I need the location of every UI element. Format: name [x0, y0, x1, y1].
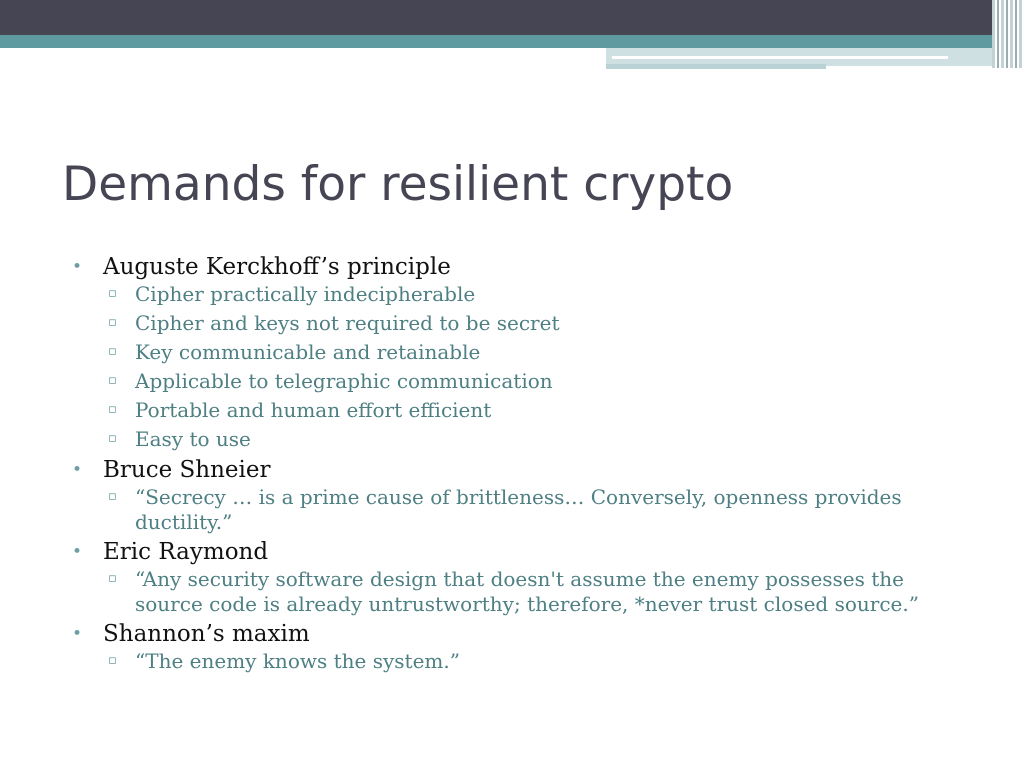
sub-bullet-list [72, 282, 952, 456]
sub-bullet-list [72, 567, 952, 616]
sub-bullet-text: Cipher practically indecipherable [135, 282, 476, 306]
sub-bullet-text: Key communicable and retainable [135, 340, 481, 364]
sub-bullet-item [72, 649, 952, 678]
square-bullet-icon: ▫ [108, 373, 117, 388]
sub-bullet-item [72, 311, 952, 340]
bullet-list [72, 253, 952, 678]
square-bullet-icon: ▫ [108, 286, 117, 301]
square-bullet-icon: ▫ [108, 315, 117, 330]
sub-bullet-text: Portable and human effort efficient [135, 398, 492, 422]
bullet-item [72, 456, 952, 485]
square-bullet-icon: ▫ [108, 344, 117, 359]
sub-bullet-item [72, 427, 952, 456]
header-teal-band [0, 35, 1024, 48]
sub-bullet-item [72, 369, 952, 398]
sub-bullet-list [72, 485, 952, 534]
sub-bullet-text: “The enemy knows the system.” [135, 649, 460, 673]
bullet-text: Bruce Shneier [103, 457, 271, 483]
slide-title: Demands for resilient crypto [62, 157, 734, 212]
sub-bullet-item [72, 340, 952, 369]
header-light-band-lower [606, 64, 826, 69]
sub-bullet-item [72, 485, 952, 534]
square-bullet-icon: ▫ [108, 431, 117, 446]
sub-bullet-item [72, 282, 952, 311]
sub-bullet-text: Applicable to telegraphic communication [135, 369, 553, 393]
bullet-text: Eric Raymond [103, 539, 269, 565]
bullet-item [72, 620, 952, 649]
sub-bullet-item [72, 567, 952, 616]
sub-bullet-text: Cipher and keys not required to be secret [135, 311, 560, 335]
square-bullet-icon: ▫ [108, 571, 117, 586]
bullet-item [72, 538, 952, 567]
square-bullet-icon: ▫ [108, 402, 117, 417]
bullet-dot-icon: • [72, 257, 83, 277]
bullet-item [72, 253, 952, 282]
sub-bullet-item [72, 398, 952, 427]
bullet-dot-icon: • [72, 460, 83, 480]
header-dark-band [0, 0, 1024, 35]
sub-bullet-text: “Secrecy … is a prime cause of brittleness… Conversely, openness provides ductility.” [135, 485, 902, 534]
sub-bullet-list [72, 649, 952, 678]
header-stripes [992, 0, 1024, 68]
sub-bullet-text: Easy to use [135, 427, 251, 451]
bullet-text: Shannon’s maxim [103, 621, 310, 647]
bullet-text: Auguste Kerckhoff’s principle [103, 254, 451, 280]
bullet-dot-icon: • [72, 624, 83, 644]
header-light-band-line [612, 56, 948, 59]
sub-bullet-text: “Any security software design that doesn't assume the enemy possesses the source code is already untrustworthy; therefore, *never trust closed source.” [135, 567, 919, 616]
bullet-dot-icon: • [72, 542, 83, 562]
square-bullet-icon: ▫ [108, 653, 117, 668]
square-bullet-icon: ▫ [108, 489, 117, 504]
